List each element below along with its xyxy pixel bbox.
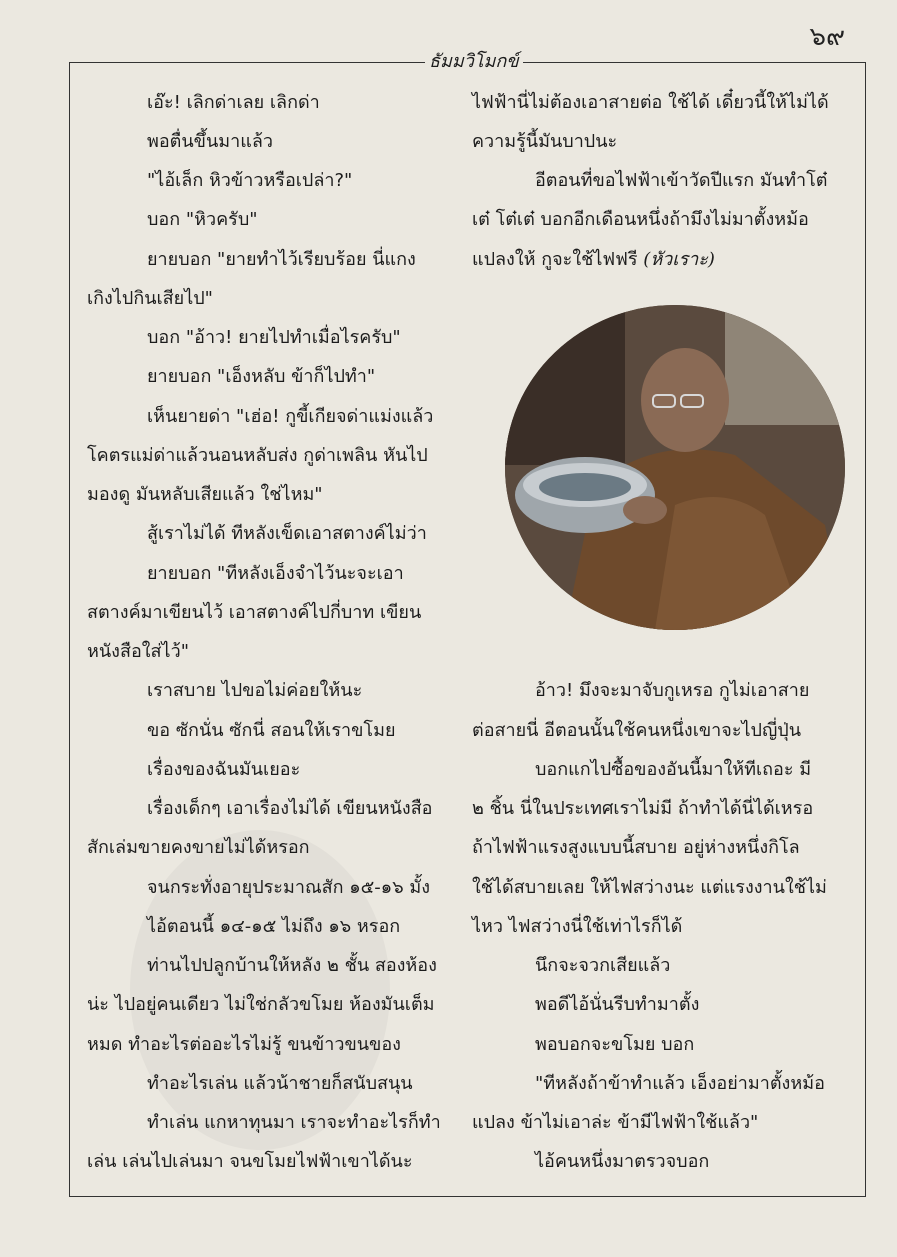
text-line: นึกจะจวกเสียแล้ว [535, 955, 671, 976]
monk-photo-drawing [505, 305, 845, 630]
text-line: พอบอกจะขโมย บอก [535, 1034, 695, 1055]
text-line: ๒ ชิ้น นี่ในประเทศเราไม่มี ถ้าทำได้นี่ได้เหรอ [472, 798, 814, 819]
text-line: พอตื่นขึ้นมาแล้ว [147, 131, 273, 152]
text-line: เราสบาย ไปขอไม่ค่อยให้นะ [147, 680, 363, 701]
text-line: เห็นยายด่า "เฮ่อ! กูขี้เกียจด่าแม่งแล้ว [147, 406, 434, 427]
text-line: จนกระทั่งอายุประมาณสัก ๑๕-๑๖ มั้ง [147, 877, 431, 898]
text-span: แปลงให้ กูจะใช้ไฟฟรี [472, 249, 638, 270]
text-line: "ไอ้เล็ก หิวข้าวหรือเปล่า?" [147, 170, 353, 191]
text-line: สักเล่มขายคงขายไม่ได้หรอก [87, 837, 310, 858]
text-line: บอกแกไปซื้อของอันนี้มาให้ทีเถอะ มี [535, 759, 812, 780]
text-line: ขอ ซักนั่น ซักนี่ สอนให้เราขโมย [147, 720, 396, 741]
text-line: สู้เราไม่ได้ ทีหลังเข็ดเอาสตางค์ไม่ว่า [147, 523, 427, 544]
text-line: ไหว ไฟสว่างนี่ใช้เท่าไรก็ได้ [472, 916, 683, 937]
text-line: เอ๊ะ! เลิกด่าเลย เลิกด่า [147, 92, 320, 113]
laugh-annotation: (หัวเราะ) [643, 249, 715, 270]
text-line: เรื่องเด็กๆ เอาเรื่องไม่ได้ เขียนหนังสือ [147, 798, 433, 819]
text-line: พอดีไอ้นั่นรีบทำมาตั้ง [535, 994, 700, 1015]
text-line: ใช้ได้สบายเลย ให้ไฟสว่างนะ แต่แรงงานใช้ไม่ [472, 877, 827, 898]
text-line: "ทีหลังถ้าข้าทำแล้ว เอ็งอย่ามาตั้งหม้อ [535, 1073, 825, 1094]
text-line: หนังสือใส่ไว้" [87, 641, 189, 662]
text-line: มองดู มันหลับเสียแล้ว ใช่ไหม" [87, 484, 323, 505]
text-line: ต่อสายนี่ อีตอนนั้นใช้คนหนึ่งเขาจะไปญี่ปุ่น [472, 720, 802, 741]
page-number: ๖๙ [809, 22, 845, 52]
text-line: น่ะ ไปอยู่คนเดียว ไม่ใช่กลัวขโมย ห้องมันเต็ม [87, 994, 435, 1015]
text-line: เกิงไปกินเสียไป" [87, 288, 213, 309]
monk-photo [505, 305, 845, 630]
running-header: ธัมมวิโมกข์ [425, 46, 523, 75]
text-line: ทำเล่น แกหาทุนมา เราจะทำอะไรก็ทำ [147, 1112, 441, 1133]
text-line: ท่านไปปลูกบ้านให้หลัง ๒ ชั้น สองห้อง [147, 955, 437, 976]
text-line: ทำอะไรเล่น แล้วน้าชายก็สนับสนุน [147, 1073, 413, 1094]
text-line: สตางค์มาเขียนไว้ เอาสตางค์ไปกี่บาท เขียน [87, 602, 422, 623]
text-line: แปลง ข้าไม่เอาล่ะ ข้ามีไฟฟ้าใช้แล้ว" [472, 1112, 759, 1133]
text-line: ยายบอก "ทีหลังเอ็งจำไว้นะจะเอา [147, 563, 404, 584]
text-line: ไฟฟ้านี่ไม่ต้องเอาสายต่อ ใช้ได้ เดี๋ยวนี้ให้ไม่ได้ [472, 92, 829, 113]
text-line: เต๋ โต๋เต๋ บอกอีกเดือนหนึ่งถ้ามึงไม่มาตั้งหม้อ [472, 209, 809, 230]
text-line: ไอ้ตอนนี้ ๑๔-๑๕ ไม่ถึง ๑๖ หรอก [147, 916, 401, 937]
text-line: หมด ทำอะไรต่ออะไรไม่รู้ ขนข้าวขนของ [87, 1034, 401, 1055]
text-line [472, 249, 715, 271]
text-line: บอก "อ้าว! ยายไปทำเมื่อไรครับ" [147, 327, 401, 348]
text-line: โคตรแม่ด่าแล้วนอนหลับส่ง กูด่าเพลิน หันไป [87, 445, 428, 466]
text-line: บอก "หิวครับ" [147, 209, 258, 230]
text-line: อ้าว! มึงจะมาจับกูเหรอ กูไม่เอาสาย [535, 680, 810, 701]
text-line: เรื่องของฉันมันเยอะ [147, 759, 301, 780]
text-line: ยายบอก "ยายทำไว้เรียบร้อย นี่แกง [147, 249, 416, 270]
text-line: ยายบอก "เอ็งหลับ ข้าก็ไปทำ" [147, 366, 376, 387]
text-line: เล่น เล่นไปเล่นมา จนขโมยไฟฟ้าเขาได้นะ [87, 1151, 413, 1172]
text-line: อีตอนที่ขอไฟฟ้าเข้าวัดปีแรก มันทำโต๋ [535, 170, 828, 191]
text-line: ถ้าไฟฟ้าแรงสูงแบบนี้สบาย อยู่ห่างหนึ่งกิโล [472, 837, 800, 858]
text-line: ความรู้นี้มันบาปนะ [472, 131, 618, 152]
text-line: ไอ้คนหนึ่งมาตรวจบอก [535, 1151, 710, 1172]
